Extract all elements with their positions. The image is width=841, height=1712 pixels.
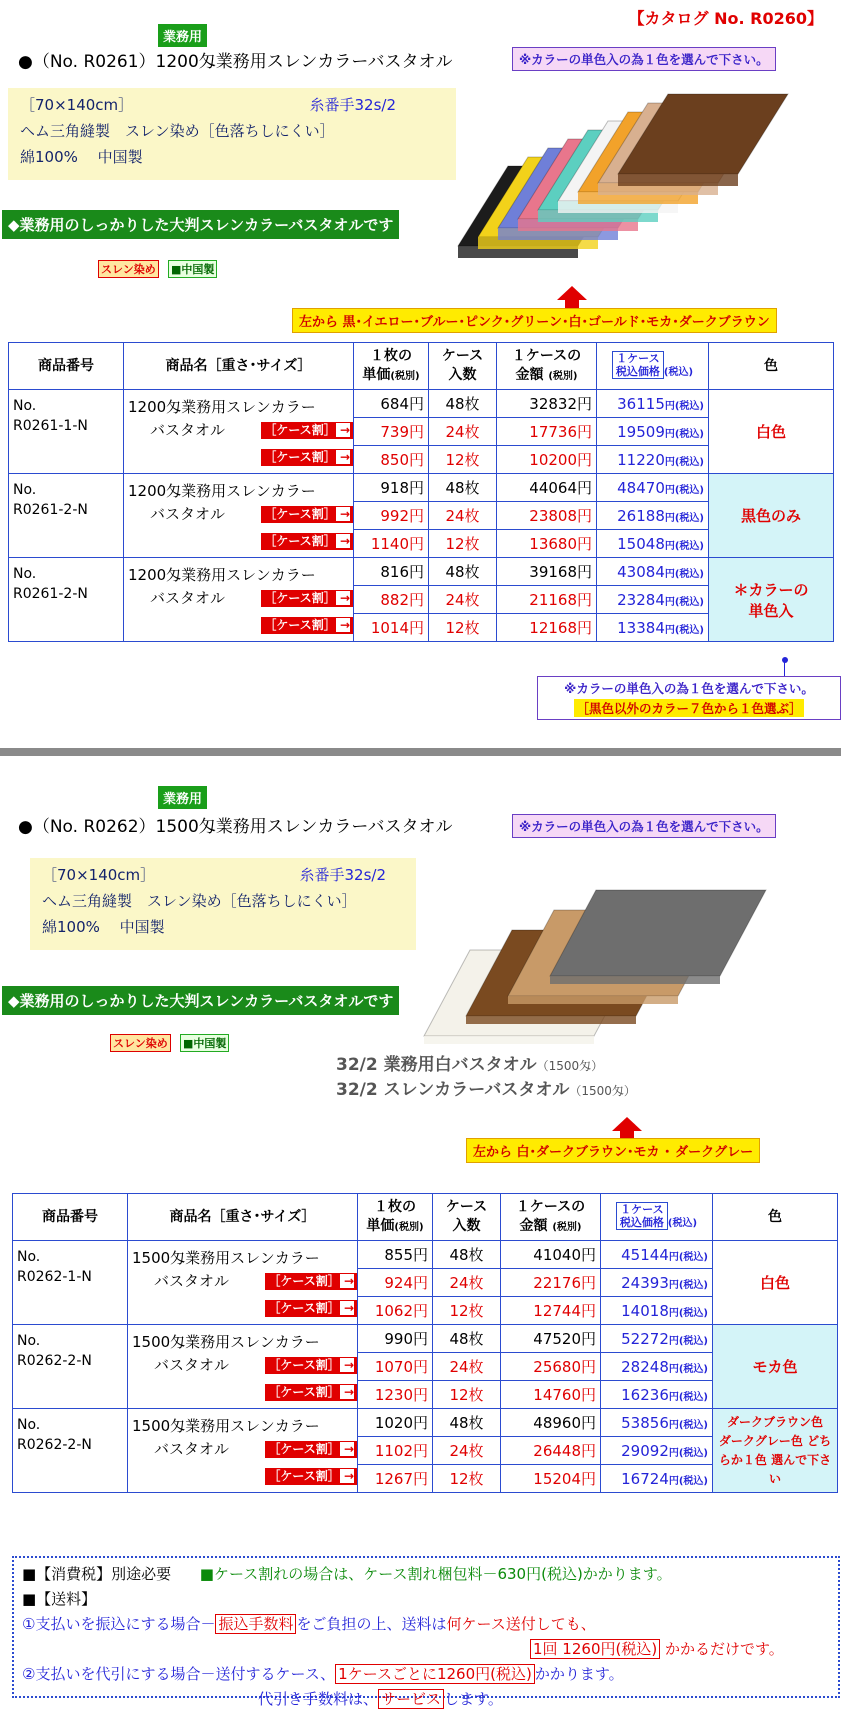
header-text: 入数 <box>452 1218 481 1234</box>
taxed-price-unit: 円(税込) <box>668 1475 708 1487</box>
table-row <box>13 1241 838 1269</box>
product-color <box>709 390 834 474</box>
unit-price: 1267円 <box>358 1465 433 1493</box>
case-quantity: 24枚 <box>429 502 497 530</box>
photo-caption <box>336 1050 603 1075</box>
case-break-label: ［ケース割］ → <box>261 506 353 523</box>
case-quantity: 12枚 <box>433 1381 501 1409</box>
header-taxed-price <box>597 343 709 390</box>
header-text: ケース <box>441 348 484 364</box>
taxed-price-value: 36115 <box>617 394 665 413</box>
taxed-price-unit: 円(税込) <box>664 484 704 496</box>
case-break-label: ［ケース割］ → <box>261 590 353 607</box>
taxed-price <box>597 418 709 446</box>
taxed-price <box>601 1325 713 1353</box>
case-amount: 26448円 <box>501 1437 601 1465</box>
product-name-line: 1200匁業務用スレンカラー <box>128 566 316 584</box>
header-text: 税込価格 <box>619 1215 664 1229</box>
case-amount: 41040円 <box>501 1241 601 1269</box>
header-code: 商品番号 <box>13 1194 128 1241</box>
unit-price: 992円 <box>354 502 429 530</box>
towel-stack-image <box>420 840 840 1050</box>
case-amount: 25680円 <box>501 1353 601 1381</box>
section-divider <box>0 748 841 756</box>
header-case-amount <box>501 1194 601 1241</box>
header-text: １ケースの <box>511 347 582 364</box>
header-text: １枚の <box>374 1198 416 1215</box>
taxed-price-value: 11220 <box>617 450 665 469</box>
taxed-price-unit: 円(税込) <box>668 1419 708 1431</box>
header-name: 商品名［重さ･サイズ］ <box>124 343 354 390</box>
product-color <box>709 474 834 558</box>
product-code-line: No. <box>13 398 37 414</box>
taxed-price-unit: 円(税込) <box>668 1363 708 1375</box>
spec-size: ［70×140cm］ <box>42 866 156 884</box>
taxed-price-value: 26188 <box>617 506 665 525</box>
header-text: 税込価格 <box>615 364 660 378</box>
case-break-label: ［ケース割］ → <box>261 617 353 634</box>
product-code-line: No. <box>17 1333 41 1349</box>
product-code-line: No. <box>17 1417 41 1433</box>
suren-chip: スレン染め <box>98 260 159 278</box>
spec-yarn: 糸番手32s/2 <box>309 96 396 114</box>
taxed-price-unit: 円(税込) <box>668 1447 708 1459</box>
table-row <box>9 474 834 502</box>
suren-chip: スレン染め <box>110 1034 171 1052</box>
header-text: 単価 <box>366 1217 395 1234</box>
case-amount: 32832円 <box>497 390 597 418</box>
product-name-line: 1500匁業務用スレンカラー <box>132 1417 320 1435</box>
bottom-note <box>537 676 841 720</box>
towel-swatch <box>550 890 766 984</box>
feature-banner: ◆業務用のしっかりした大判スレンカラーバスタオルです <box>2 210 399 239</box>
case-amount: 12168円 <box>497 614 597 642</box>
header-text: １ケースの <box>515 1198 586 1215</box>
spec-box <box>30 858 416 950</box>
product-name-line: バスタオル <box>150 505 226 523</box>
header-text: (税別) <box>548 370 578 382</box>
taxed-price <box>601 1465 713 1493</box>
product-code <box>13 1325 128 1409</box>
case-quantity: 24枚 <box>429 586 497 614</box>
product-name-line: バスタオル <box>150 589 226 607</box>
header-case-qty <box>429 343 497 390</box>
taxed-price <box>597 474 709 502</box>
header-text: １ケース <box>620 1202 664 1216</box>
case-quantity: 48枚 <box>429 474 497 502</box>
product-color-line: ダークブラウン色 <box>726 1414 823 1429</box>
header-text: (税別) <box>394 1221 424 1233</box>
bottom-note-line: ［黒色以外のカラー７色から１色選ぶ］ <box>574 699 804 717</box>
taxed-price-unit: 円(税込) <box>668 1251 708 1263</box>
product-color-line: 白色 <box>755 423 786 441</box>
case-amount: 14760円 <box>501 1381 601 1409</box>
unit-price: 1062円 <box>358 1297 433 1325</box>
header-color: 色 <box>713 1194 838 1241</box>
unit-price: 1070円 <box>358 1353 433 1381</box>
product-code <box>13 1241 128 1325</box>
unit-price: 1140円 <box>354 530 429 558</box>
header-code: 商品番号 <box>9 343 124 390</box>
case-amount: 23808円 <box>497 502 597 530</box>
spec-yarn: 糸番手32s/2 <box>299 866 386 884</box>
taxed-price-unit: 円(税込) <box>664 428 704 440</box>
product-code <box>9 474 124 558</box>
product-name-line: 1500匁業務用スレンカラー <box>132 1333 320 1351</box>
product-code <box>9 558 124 642</box>
case-break-label: ［ケース割］ → <box>261 422 353 439</box>
taxed-price <box>597 390 709 418</box>
case-amount: 48960円 <box>501 1409 601 1437</box>
business-tag: 業務用 <box>158 786 207 809</box>
case-quantity: 12枚 <box>429 530 497 558</box>
taxed-price <box>597 586 709 614</box>
case-amount: 39168円 <box>497 558 597 586</box>
transfer-fee: 振込手数料 <box>215 1614 296 1634</box>
case-amount: 15204円 <box>501 1465 601 1493</box>
product-color-line: モカ色 <box>752 1358 798 1376</box>
header-unit-price <box>354 343 429 390</box>
taxed-price <box>597 614 709 642</box>
table-header-row <box>13 1194 838 1241</box>
taxed-price-value: 16236 <box>621 1385 669 1404</box>
header-text: 金額 <box>519 1217 548 1234</box>
taxed-price-unit: 円(税込) <box>664 400 704 412</box>
case-break-label: ［ケース割］ → <box>265 1441 357 1458</box>
case-break-label: ［ケース割］ → <box>265 1273 357 1290</box>
case-quantity: 12枚 <box>433 1465 501 1493</box>
taxed-price-value: 16724 <box>621 1469 669 1488</box>
taxed-price <box>597 530 709 558</box>
service-label: サービス <box>378 1689 444 1709</box>
shipping-text: 代引き手数料は、 <box>258 1690 379 1708</box>
shipping-text: かかります。 <box>534 1665 624 1683</box>
header-text: 金額 <box>515 366 544 383</box>
case-break-label: ［ケース割］ → <box>265 1468 357 1485</box>
shipping-info-box <box>12 1556 840 1708</box>
feature-banner: ◆業務用のしっかりした大判スレンカラーバスタオルです <box>2 986 399 1015</box>
case-quantity: 48枚 <box>429 558 497 586</box>
product-color <box>709 558 834 642</box>
header-taxed-price <box>601 1194 713 1241</box>
taxed-price-unit: 円(税込) <box>664 568 704 580</box>
product-name-line: バスタオル <box>154 1272 230 1290</box>
unit-price: 816円 <box>354 558 429 586</box>
unit-price: 1102円 <box>358 1437 433 1465</box>
unit-price: 1014円 <box>354 614 429 642</box>
bottom-note-line: ※カラーの単色入の為１色を選んで下さい。 <box>564 681 814 696</box>
header-text: (税込) <box>667 1217 698 1229</box>
shipping-fee: 1回 1260円(税込) <box>530 1639 660 1659</box>
taxed-price-value: 19509 <box>617 422 665 441</box>
taxed-price-value: 14018 <box>621 1301 669 1320</box>
taxed-price-value: 28248 <box>621 1357 669 1376</box>
case-quantity: 48枚 <box>433 1409 501 1437</box>
product-color <box>713 1241 838 1325</box>
taxed-price <box>601 1269 713 1297</box>
product-name <box>124 558 354 642</box>
product-code-line: R0262-2-N <box>17 1353 92 1369</box>
color-note: ※カラーの単色入の為１色を選んで下さい。 <box>512 814 776 838</box>
header-unit-price <box>358 1194 433 1241</box>
taxed-price-unit: 円(税込) <box>668 1279 708 1291</box>
product-name-line: 1500匁業務用スレンカラー <box>132 1249 320 1267</box>
product-code-line: No. <box>13 482 37 498</box>
catalog-number: 【カタログ No. R0260】 <box>628 9 823 28</box>
product-code-line: R0262-2-N <box>17 1437 92 1453</box>
taxed-price-value: 43084 <box>617 562 665 581</box>
shipping-text: 送付するケース、 <box>215 1665 336 1683</box>
color-order-caption: 左から 白･ダークブラウン･モカ ･ ダークグレー <box>466 1138 760 1163</box>
taxed-price <box>601 1297 713 1325</box>
header-text: (税込) <box>663 366 694 378</box>
case-amount: 10200円 <box>497 446 597 474</box>
table-header-row <box>9 343 834 390</box>
towel-swatch <box>618 94 788 186</box>
unit-price: 855円 <box>358 1241 433 1269</box>
taxed-price-unit: 円(税込) <box>668 1391 708 1403</box>
taxed-price-value: 53856 <box>621 1413 669 1432</box>
product-code-line: R0261-1-N <box>13 418 88 434</box>
taxed-price-value: 52272 <box>621 1329 669 1348</box>
case-amount: 22176円 <box>501 1269 601 1297</box>
table-row <box>9 558 834 586</box>
taxed-price-value: 48470 <box>617 478 665 497</box>
case-break-label: ［ケース割］ → <box>261 533 353 550</box>
photo-caption-weight: （1500匁） <box>569 1084 636 1098</box>
header-text: １ケース <box>616 351 660 365</box>
unit-price: 739円 <box>354 418 429 446</box>
taxed-price-unit: 円(税込) <box>664 456 704 468</box>
product-color-line: 白色 <box>759 1274 790 1292</box>
product-code-line: No. <box>13 566 37 582</box>
case-quantity: 24枚 <box>433 1269 501 1297</box>
product-code <box>13 1409 128 1493</box>
case-quantity: 24枚 <box>429 418 497 446</box>
pointer-dot <box>782 657 788 663</box>
header-text: ケース <box>445 1199 488 1215</box>
header-text: １枚の <box>370 347 412 364</box>
taxed-price <box>601 1409 713 1437</box>
case-break-note: ■ケース割れの場合は、ケース割れ梱包料－630円(税込)かかります。 <box>199 1565 672 1583</box>
case-amount: 13680円 <box>497 530 597 558</box>
bank-transfer-label: ①支払いを振込にする場合－ <box>22 1615 216 1633</box>
shipping-text: をご負担の上、送料は <box>296 1615 447 1633</box>
unit-price: 918円 <box>354 474 429 502</box>
product-name-line: バスタオル <box>154 1356 230 1374</box>
product-name-line: 1200匁業務用スレンカラー <box>128 482 316 500</box>
spec-line: ヘム三角縫製 スレン染め［色落ちしにくい］ <box>20 122 335 140</box>
case-quantity: 48枚 <box>433 1241 501 1269</box>
product-name <box>124 474 354 558</box>
color-note: ※カラーの単色入の為１色を選んで下さい。 <box>512 47 776 71</box>
header-color: 色 <box>709 343 834 390</box>
spec-line: 綿100% 中国製 <box>42 918 165 936</box>
taxed-price-value: 24393 <box>621 1273 669 1292</box>
china-chip: ■中国製 <box>180 1034 229 1052</box>
product-name-line: 1200匁業務用スレンカラー <box>128 398 316 416</box>
case-amount: 44064円 <box>497 474 597 502</box>
case-amount: 12744円 <box>501 1297 601 1325</box>
towel-stack-image <box>450 70 840 290</box>
header-text: 入数 <box>448 367 477 383</box>
header-taxed-box <box>612 351 664 379</box>
header-case-amount <box>497 343 597 390</box>
shipping-text: 何ケース送付しても、 <box>446 1615 596 1633</box>
spec-box <box>8 88 456 180</box>
header-text: 単価 <box>362 366 391 383</box>
unit-price: 882円 <box>354 586 429 614</box>
case-amount: 47520円 <box>501 1325 601 1353</box>
cod-label: ②支払いを代引にする場合－ <box>22 1665 216 1683</box>
tax-note: ■【消費税】別途必要 <box>22 1565 172 1583</box>
case-quantity: 24枚 <box>433 1353 501 1381</box>
product-color-line: 黒色のみ <box>740 507 801 525</box>
shipping-text: かかるだけです。 <box>664 1640 784 1658</box>
photo-caption-text: 32/2 スレンカラーバスタオル <box>336 1080 570 1100</box>
taxed-price-unit: 円(税込) <box>664 624 704 636</box>
table-row <box>13 1409 838 1437</box>
case-break-label: ［ケース割］ → <box>265 1384 357 1401</box>
product-name-line: バスタオル <box>154 1440 230 1458</box>
color-order-caption: 左から 黒･イエロー･ブルー･ピンク･グリーン･白･ゴールド･モカ･ダークブラウン <box>292 308 777 333</box>
product-color-line: ダークグレー色 どちらか１色 選んで下さい <box>718 1433 832 1486</box>
unit-price: 924円 <box>358 1269 433 1297</box>
product-name-line: バスタオル <box>150 421 226 439</box>
case-quantity: 48枚 <box>433 1325 501 1353</box>
china-chip: ■中国製 <box>168 260 217 278</box>
product-name <box>128 1325 358 1409</box>
shipping-heading: ■【送料】 <box>22 1590 97 1608</box>
header-text: (税別) <box>552 1221 582 1233</box>
header-text: (税別) <box>390 370 420 382</box>
table-row <box>9 390 834 418</box>
product-code <box>9 390 124 474</box>
cod-fee: 1ケースごとに1260円(税込) <box>335 1664 535 1684</box>
taxed-price-unit: 円(税込) <box>664 512 704 524</box>
case-break-label: ［ケース割］ → <box>265 1300 357 1317</box>
photo-caption-weight: （1500匁） <box>536 1059 604 1073</box>
taxed-price <box>601 1353 713 1381</box>
product-code-line: R0261-2-N <box>13 502 88 518</box>
product-color-line: 単色入 <box>748 601 794 620</box>
taxed-price-value: 23284 <box>617 590 665 609</box>
case-quantity: 12枚 <box>429 614 497 642</box>
case-quantity: 48枚 <box>429 390 497 418</box>
product-code-line: R0262-1-N <box>17 1269 92 1285</box>
product-color-line: ＊カラーの <box>733 580 809 599</box>
taxed-price <box>601 1241 713 1269</box>
up-arrow <box>557 286 587 310</box>
taxed-price-value: 15048 <box>617 534 665 553</box>
case-amount: 21168円 <box>497 586 597 614</box>
unit-price: 850円 <box>354 446 429 474</box>
product-code-line: R0261-2-N <box>13 586 88 602</box>
taxed-price-value: 45144 <box>621 1245 669 1264</box>
taxed-price <box>597 502 709 530</box>
unit-price: 1020円 <box>358 1409 433 1437</box>
business-tag: 業務用 <box>158 24 207 47</box>
case-quantity: 12枚 <box>429 446 497 474</box>
product-color <box>713 1409 838 1493</box>
shipping-text: します。 <box>444 1690 503 1708</box>
header-taxed-box <box>616 1202 668 1230</box>
product-name <box>128 1409 358 1493</box>
taxed-price-value: 13384 <box>617 618 665 637</box>
table-row <box>13 1325 838 1353</box>
product-title: ●（No. R0262）1500匁業務用スレンカラーバスタオル <box>18 817 453 837</box>
spec-line: ヘム三角縫製 スレン染め［色落ちしにくい］ <box>42 892 357 910</box>
unit-price: 1230円 <box>358 1381 433 1409</box>
price-table <box>12 1193 838 1493</box>
taxed-price-value: 29092 <box>621 1441 669 1460</box>
product-code-line: No. <box>17 1249 41 1265</box>
taxed-price <box>601 1381 713 1409</box>
price-table <box>8 342 834 642</box>
product-color <box>713 1325 838 1409</box>
case-break-label: ［ケース割］ → <box>261 449 353 466</box>
taxed-price <box>597 446 709 474</box>
unit-price: 990円 <box>358 1325 433 1353</box>
header-case-qty <box>433 1194 501 1241</box>
product-title: ●（No. R0261）1200匁業務用スレンカラーバスタオル <box>18 52 453 72</box>
spec-size: ［70×140cm］ <box>20 96 134 114</box>
case-quantity: 12枚 <box>433 1297 501 1325</box>
case-break-label: ［ケース割］ → <box>265 1357 357 1374</box>
taxed-price <box>601 1437 713 1465</box>
photo-caption-text: 32/2 業務用白バスタオル <box>336 1055 537 1075</box>
taxed-price <box>597 558 709 586</box>
taxed-price-unit: 円(税込) <box>668 1335 708 1347</box>
product-name <box>124 390 354 474</box>
case-amount: 17736円 <box>497 418 597 446</box>
unit-price: 684円 <box>354 390 429 418</box>
photo-caption <box>336 1075 636 1100</box>
taxed-price-unit: 円(税込) <box>664 540 704 552</box>
case-quantity: 24枚 <box>433 1437 501 1465</box>
taxed-price-unit: 円(税込) <box>668 1307 708 1319</box>
taxed-price-unit: 円(税込) <box>664 596 704 608</box>
spec-line: 綿100% 中国製 <box>20 148 143 166</box>
pointer-line <box>784 662 785 676</box>
header-name: 商品名［重さ･サイズ］ <box>128 1194 358 1241</box>
product-name <box>128 1241 358 1325</box>
